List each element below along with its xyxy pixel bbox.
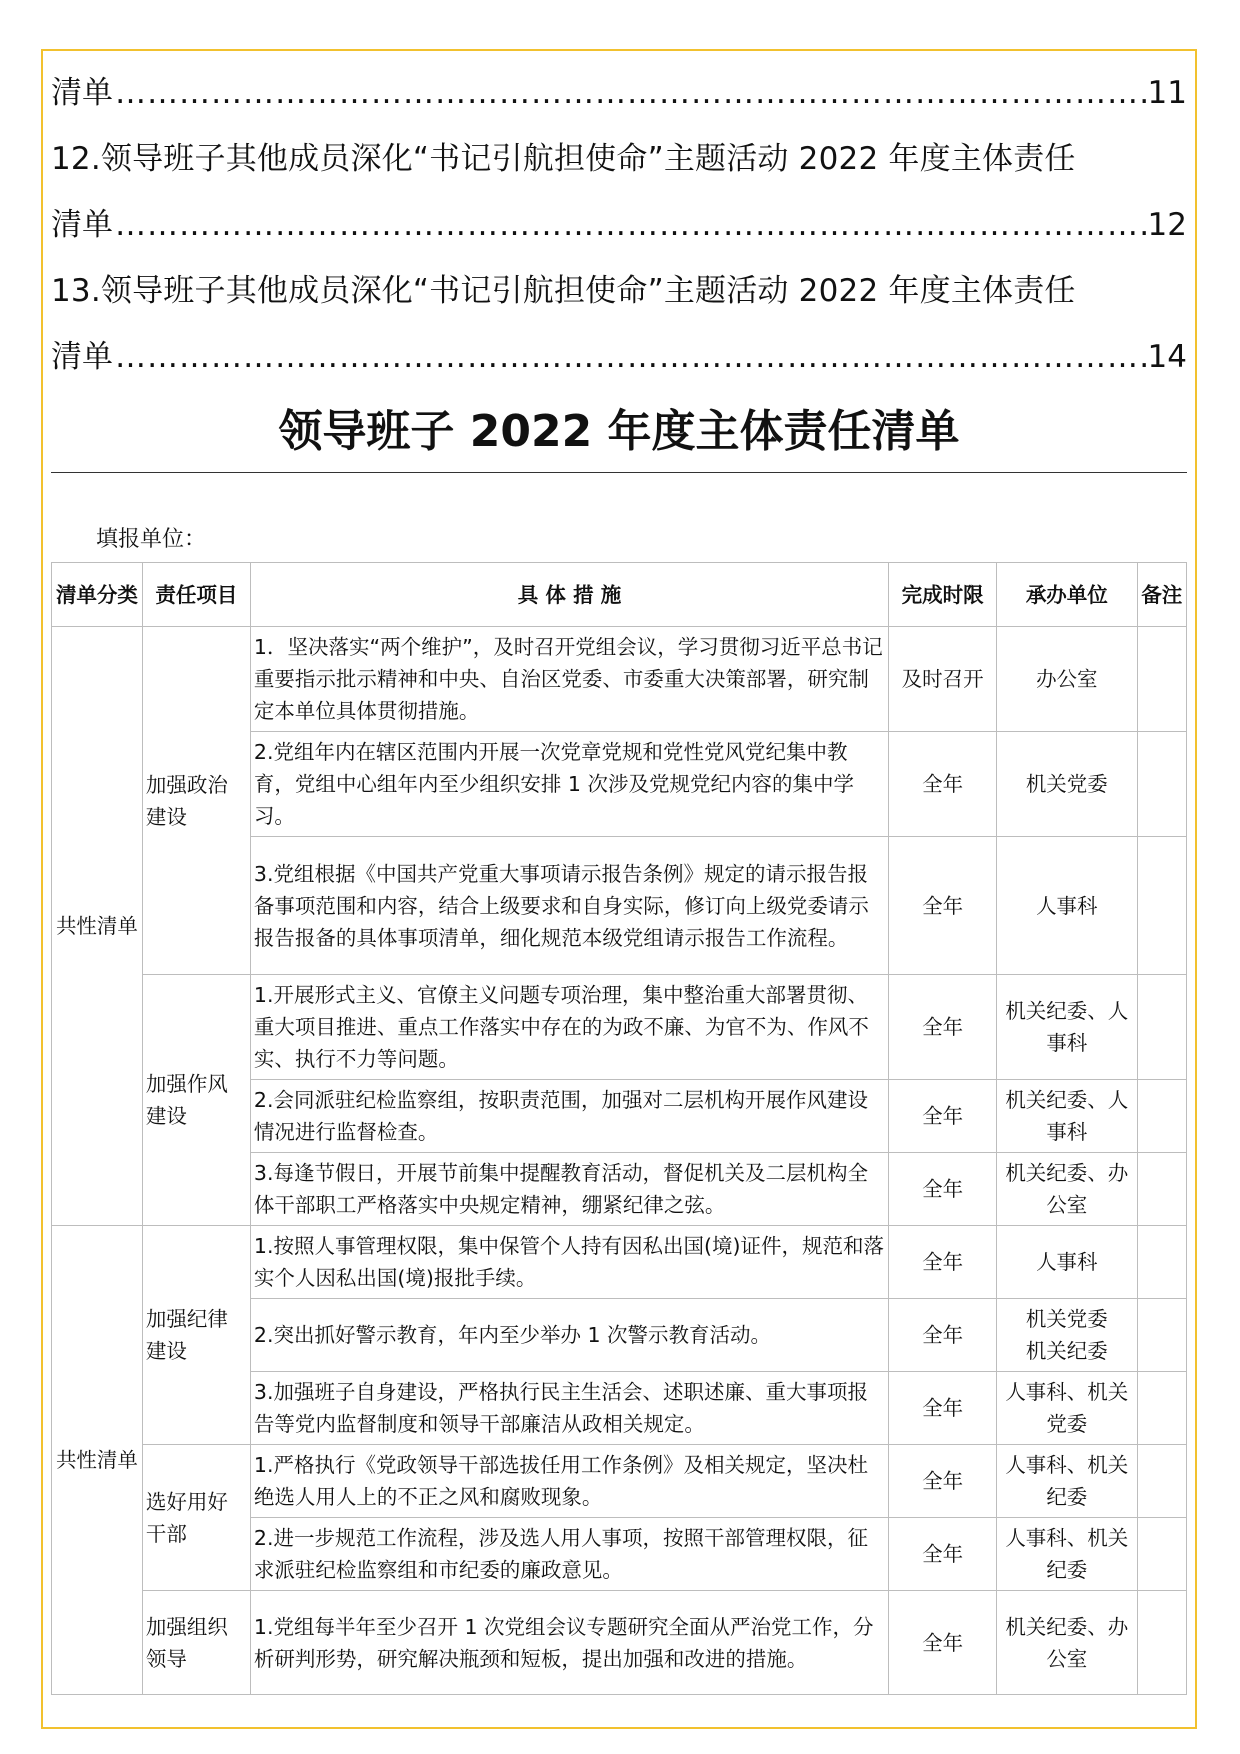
measure-cell: 2.党组年内在辖区范围内开展一次党章党规和党性党风党纪集中教育，党组中心组年内至少组织安排 1 次涉及党规党纪内容的集中学习。: [250, 732, 888, 837]
measure-cell: 2.进一步规范工作流程，涉及选人用人事项，按照干部管理权限，征求派驻纪检监察组和市纪委的廉政意见。: [250, 1518, 888, 1591]
fill-unit-label: 填报单位：: [96, 527, 207, 552]
measure-cell: 2.突出抓好警示教育，年内至少举办 1 次警示教育活动。: [250, 1299, 888, 1372]
header-project: 责任项目: [142, 563, 250, 627]
toc-title-text: 领导班子其他成员深化“书记引航担使命”主题活动 2022 年度主体责任: [100, 273, 1076, 309]
header-deadline: 完成时限: [889, 563, 997, 627]
unit-cell: 人事科: [997, 1226, 1137, 1299]
document-title: 领导班子 2022 年度主体责任清单: [278, 406, 960, 457]
note-cell: [1137, 1226, 1187, 1299]
deadline-cell: 全年: [889, 975, 997, 1080]
table-header-row: [52, 563, 1187, 627]
header-unit: 承办单位: [997, 563, 1137, 627]
toc-tail: 清单: [51, 339, 113, 375]
toc-entry-13-title[interactable]: [51, 258, 1187, 324]
unit-cell: 机关党委: [997, 732, 1137, 837]
note-cell: [1137, 1299, 1187, 1372]
deadline-cell: 全年: [889, 1591, 997, 1695]
unit-cell: 机关党委 机关纪委: [997, 1299, 1137, 1372]
header-note: 备注: [1137, 563, 1187, 627]
unit-cell: 人事科: [997, 837, 1137, 975]
deadline-cell: 全年: [889, 1153, 997, 1226]
note-cell: [1137, 837, 1187, 975]
measure-cell: 1.党组每半年至少召开 1 次党组会议专题研究全面从严治党工作，分析研判形势，研究解决瓶颈和短板，提出加强和改进的措施。: [250, 1591, 888, 1695]
deadline-cell: 全年: [889, 837, 997, 975]
header-measures: 具 体 措 施: [250, 563, 888, 627]
deadline-cell: 全年: [889, 732, 997, 837]
toc-entry-12-tail[interactable]: [51, 192, 1187, 258]
toc-tail: 清单: [51, 75, 113, 111]
project-cell: 加强作风建设: [142, 975, 250, 1226]
toc-entry-12-title[interactable]: [51, 126, 1187, 192]
deadline-cell: 全年: [889, 1518, 997, 1591]
note-cell: [1137, 732, 1187, 837]
toc-page-number: 11: [1147, 75, 1187, 111]
header-category: 清单分类: [52, 563, 143, 627]
note-cell: [1137, 1153, 1187, 1226]
note-cell: [1137, 627, 1187, 732]
note-cell: [1137, 1518, 1187, 1591]
measure-cell: 3.加强班子自身建设，严格执行民主生活会、述职述廉、重大事项报告等党内监督制度和领导干部廉洁从政相关规定。: [250, 1372, 888, 1445]
unit-cell: 办公室: [997, 627, 1137, 732]
measure-cell: 1.按照人事管理权限，集中保管个人持有因私出国(境)证件，规范和落实个人因私出国(境)报批手续。: [250, 1226, 888, 1299]
toc-leader-dots: [115, 324, 1146, 390]
unit-cell: 机关纪委、人事科: [997, 975, 1137, 1080]
toc-number: 13.: [51, 273, 101, 309]
deadline-cell: 全年: [889, 1445, 997, 1518]
note-cell: [1137, 1445, 1187, 1518]
title-divider: [51, 472, 1187, 473]
deadline-cell: 全年: [889, 1080, 997, 1153]
table-row: [52, 1226, 1187, 1299]
project-cell: 加强组织领导: [142, 1591, 250, 1695]
toc-page-number: 14: [1147, 339, 1187, 375]
note-cell: [1137, 975, 1187, 1080]
toc-entry-13-tail[interactable]: [51, 324, 1187, 390]
measure-cell: 1.严格执行《党政领导干部选拔任用工作条例》及相关规定，坚决杜绝选人用人上的不正之风和腐败现象。: [250, 1445, 888, 1518]
toc-leader-dots: [115, 192, 1146, 258]
measure-cell: 1.开展形式主义、官僚主义问题专项治理，集中整治重大部署贯彻、重大项目推进、重点工作落实中存在的为政不廉、为官不为、作风不实、执行不力等问题。: [250, 975, 888, 1080]
unit-cell: 人事科、机关党委: [997, 1372, 1137, 1445]
unit-cell: 人事科、机关纪委: [997, 1445, 1137, 1518]
note-cell: [1137, 1591, 1187, 1695]
project-cell: 加强纪律建设: [142, 1226, 250, 1445]
project-cell: 加强政治建设: [142, 627, 250, 975]
toc-number: 12.: [51, 141, 101, 177]
toc-title-text: 领导班子其他成员深化“书记引航担使命”主题活动 2022 年度主体责任: [100, 141, 1076, 177]
table-row: [52, 1445, 1187, 1518]
toc-leader-dots: [115, 60, 1146, 126]
category-cell: 共性清单: [52, 627, 143, 1226]
measure-cell: 3.每逢节假日，开展节前集中提醒教育活动，督促机关及二层机构全体干部职工严格落实中央规定精神，绷紧纪律之弦。: [250, 1153, 888, 1226]
responsibility-table: [51, 562, 1187, 1695]
toc-entry-11-tail[interactable]: [51, 60, 1187, 126]
document-body: [51, 60, 1187, 1671]
note-cell: [1137, 1372, 1187, 1445]
project-cell: 选好用好干部: [142, 1445, 250, 1591]
deadline-cell: 全年: [889, 1226, 997, 1299]
measure-cell: 1．坚决落实“两个维护”，及时召开党组会议，学习贯彻习近平总书记重要指示批示精神和中央、自治区党委、市委重大决策部署，研究制定本单位具体贯彻措施。: [250, 627, 888, 732]
deadline-cell: 全年: [889, 1372, 997, 1445]
table-row: [52, 975, 1187, 1080]
toc-page-number: 12: [1147, 207, 1187, 243]
unit-cell: 机关纪委、办公室: [997, 1591, 1137, 1695]
table-row: [52, 627, 1187, 732]
unit-cell: 机关纪委、办公室: [997, 1153, 1137, 1226]
deadline-cell: 全年: [889, 1299, 997, 1372]
unit-cell: 人事科、机关纪委: [997, 1518, 1137, 1591]
unit-cell: 机关纪委、人事科: [997, 1080, 1137, 1153]
measure-cell: 3.党组根据《中国共产党重大事项请示报告条例》规定的请示报告报备事项范围和内容，结合上级要求和自身实际，修订向上级党委请示报告报备的具体事项清单，细化规范本级党组请示报告工作流程。: [250, 837, 888, 975]
note-cell: [1137, 1080, 1187, 1153]
deadline-cell: 及时召开: [889, 627, 997, 732]
measure-cell: 2.会同派驻纪检监察组，按职责范围，加强对二层机构开展作风建设情况进行监督检查。: [250, 1080, 888, 1153]
table-row: [52, 1591, 1187, 1695]
category-cell: 共性清单: [52, 1226, 143, 1695]
toc-tail: 清单: [51, 207, 113, 243]
